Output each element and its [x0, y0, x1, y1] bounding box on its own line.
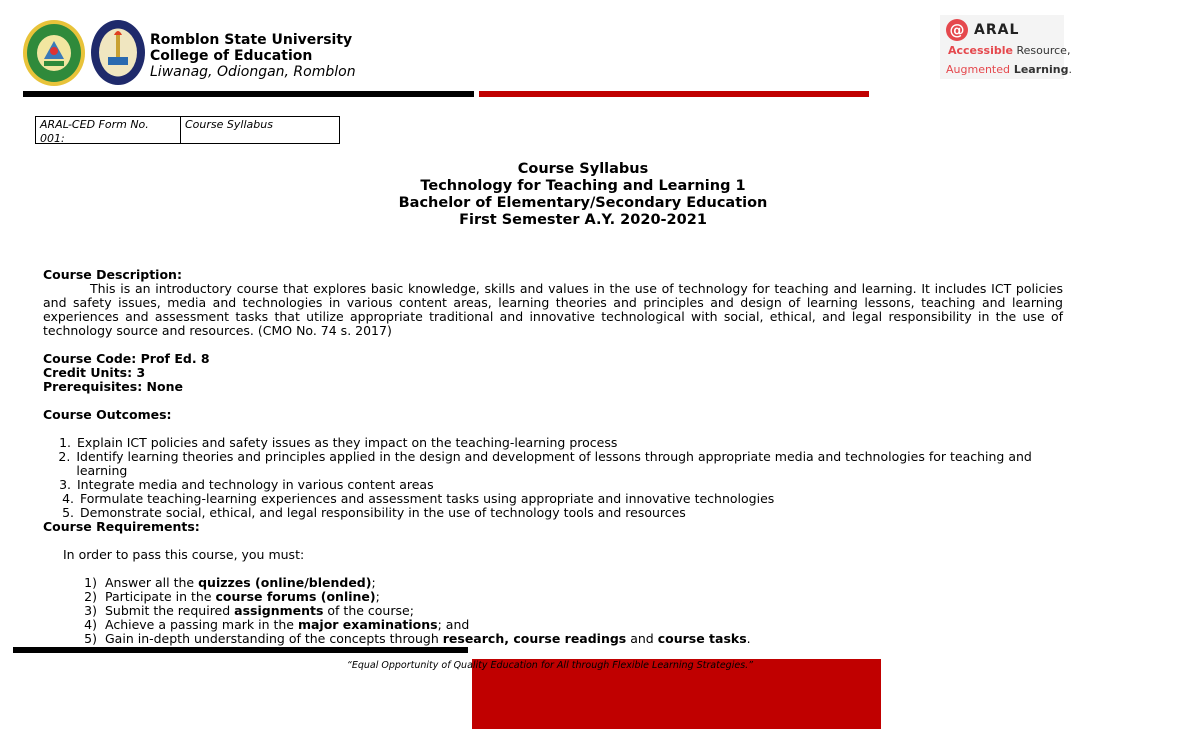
list-item: 2) Participate in the course forums (online);	[84, 589, 380, 604]
title-line-2: Technology for Teaching and Learning 1	[420, 178, 746, 194]
at-sign-icon: @	[946, 19, 968, 41]
college-of-education-seal-logo	[90, 19, 146, 86]
title-line-4: First Semester A.Y. 2020-2021	[459, 212, 707, 228]
rsu-seal-logo	[22, 19, 86, 87]
aral-tagline-line1: Accessible Resource,	[948, 44, 1071, 57]
form-number-table	[35, 116, 340, 144]
credit-units: Credit Units: 3	[43, 365, 146, 380]
course-outcomes-heading: Course Outcomes:	[43, 407, 172, 422]
course-requirements-heading: Course Requirements:	[43, 519, 200, 534]
list-item: 1) Answer all the quizzes (online/blended);	[84, 575, 376, 590]
aral-tagline-line2: Augmented Learning.	[946, 63, 1072, 76]
university-location: Liwanag, Odiongan, Romblon	[150, 64, 356, 80]
list-item: 4) Achieve a passing mark in the major examinations; and	[84, 617, 470, 632]
syllabus-content	[43, 268, 1063, 646]
footer-motto: “Equal Opportunity of Quality Education for All through Flexible Learning Strategies.”	[346, 660, 754, 671]
aral-logo	[940, 15, 1072, 79]
header-divider-red	[479, 91, 869, 97]
list-item: 1. Explain ICT policies and safety issues as they impact on the teaching-learning process	[59, 435, 618, 450]
list-item: 2. Identify learning theories and principles applied in the design and development of lessons through appropriate media and technologies for teaching and learning	[58, 449, 1032, 478]
requirements-intro: In order to pass this course, you must:	[63, 547, 305, 562]
course-outcomes-list	[43, 436, 1063, 520]
header-divider-black	[23, 91, 474, 97]
title-line-3: Bachelor of Elementary/Secondary Education	[398, 195, 768, 211]
university-name: Romblon State University	[150, 32, 353, 48]
list-item: 5) Gain in-depth understanding of the concepts through research, course readings and course tasks.	[84, 631, 751, 646]
course-description-heading: Course Description:	[43, 267, 182, 282]
list-item: 3) Submit the required assignments of the course;	[84, 603, 414, 618]
list-item: 3. Integrate media and technology in various content areas	[59, 477, 434, 492]
form-number-label: ARAL-CED Form No. 001:	[36, 117, 181, 143]
title-line-1: Course Syllabus	[517, 161, 649, 177]
form-name: Course Syllabus	[185, 118, 273, 131]
university-header	[150, 32, 356, 80]
course-requirements-list	[43, 576, 1063, 646]
footer-divider-black	[13, 647, 468, 653]
college-name: College of Education	[150, 48, 313, 64]
prerequisites: Prerequisites: None	[43, 379, 183, 394]
list-item: 4. Formulate teaching-learning experiences and assessment tasks using appropriate and innovative technologies	[62, 491, 775, 506]
aral-wordmark: ARAL	[974, 22, 1020, 38]
syllabus-title-block	[0, 161, 1166, 229]
list-item: 5. Demonstrate social, ethical, and legal responsibility in the use of technology tools and resources	[62, 505, 686, 520]
course-description-text: This is an introductory course that explores basic knowledge, skills and values in the use of technology for teaching and learning. It includes ICT policies and safety issues, media and technologies in various content areas, learning theories and principles and design of learning lessons, teaching and learning experiences and assessment tasks that utilize appropriate traditional and innovative technological with social, ethical, and legal responsibility in the use of technology source and resources. (CMO No. 74 s. 2017)	[43, 281, 1063, 338]
course-code: Course Code: Prof Ed. 8	[43, 351, 210, 366]
